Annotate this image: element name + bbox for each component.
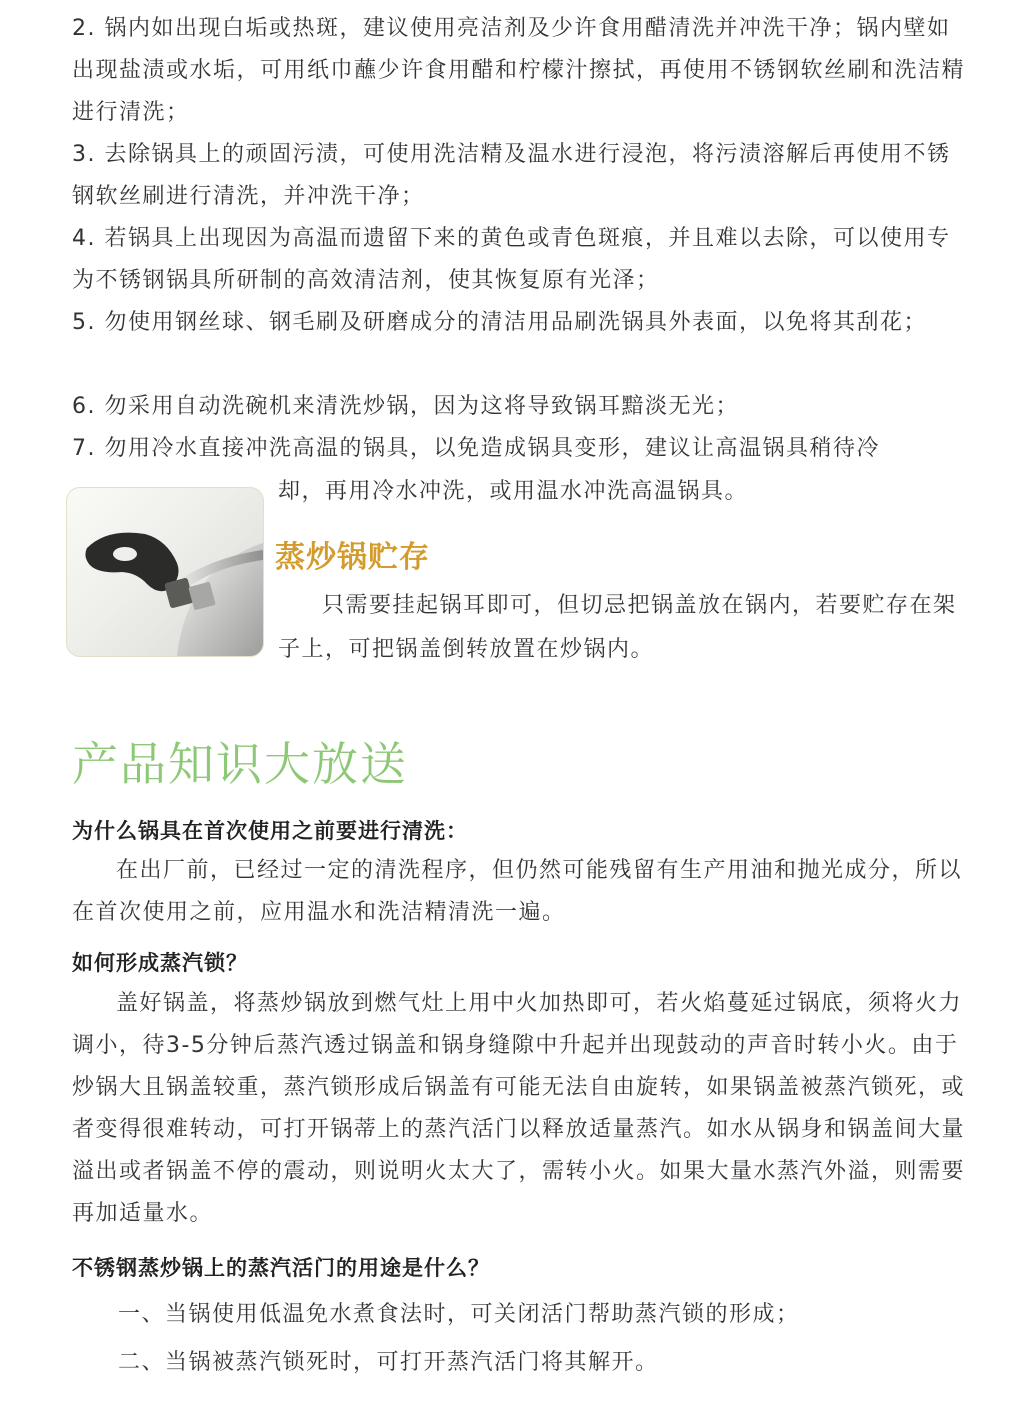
faq-question-steam-lock: 如何形成蒸汽锁？ [72, 951, 248, 975]
faq-answer-first-use: 在出厂前，已经过一定的清洗程序，但仍然可能残留有生产用油和抛光成分，所以在首次使用之前，应用温水和洗洁精清洗一遍。 [72, 858, 963, 925]
faq-question-steam-valve: 不锈钢蒸炒锅上的蒸汽活门的用途是什么？ [72, 1256, 490, 1280]
care-tip-7: 7. 勿用冷水直接冲洗高温的锅具，以免造成锅具变形，建议让高温锅具稍待冷 [72, 436, 880, 461]
section-title: 产品知识大放送 [72, 737, 408, 791]
care-tip-4: 4. 若锅具上出现因为高温而遗留下来的黄色或青色斑痕，并且难以去除，可以使用专为不锈钢锅具所研制的高效清洁剂，使其恢复原有光泽； [72, 226, 951, 293]
faq-valve-item-2: 二、当锅被蒸汽锁死时，可打开蒸汽活门将其解开。 [118, 1350, 659, 1375]
care-tip-2: 2. 锅内如出现白垢或热斑，建议使用亮洁剂及少许食用醋清洗并冲洗干净；锅内壁如出现盐渍或水垢，可用纸巾蘸少许食用醋和柠檬汁擦拭，再使用不锈钢软丝刷和洗洁精进行清洗； [72, 16, 966, 125]
care-tip-3: 3. 去除锅具上的顽固污渍，可使用洗洁精及温水进行浸泡，将污渍溶解后再使用不锈钢软丝刷进行清洗，并冲洗干净； [72, 142, 951, 209]
care-tip-7-continued: 却，再用冷水冲洗，或用温水冲洗高温锅具。 [278, 479, 749, 504]
care-tip-6: 6. 勿采用自动洗碗机来清洗炒锅，因为这将导致锅耳黯淡无光； [72, 394, 739, 419]
storage-heading: 蒸炒锅贮存 [275, 540, 430, 575]
care-tip-5: 5. 勿使用钢丝球、钢毛刷及研磨成分的清洁用品刷洗锅具外表面，以免将其刮花； [72, 310, 927, 335]
faq-valve-item-1: 一、当锅使用低温免水煮食法时，可关闭活门帮助蒸汽锁的形成； [118, 1302, 800, 1327]
pot-handle-illustration [67, 488, 263, 656]
pot-handle-photo [66, 487, 264, 657]
faq-answer-steam-lock: 盖好锅盖，将蒸炒锅放到燃气灶上用中火加热即可，若火焰蔓延过锅底，须将火力调小，待3-5分钟后蒸汽透过锅盖和锅身缝隙中升起并出现鼓动的声音时转小火。由于炒锅大且锅盖较重，蒸汽锁形成后锅盖有可能无法自由旋转，如果锅盖被蒸汽锁死，或者变得很难转动，可打开锅蒂上的蒸汽活门以释放适量蒸汽。如水从锅身和锅盖间大量溢出或者锅盖不停的震动，则说明火太大了，需转小火。如果大量水蒸汽外溢，则需要再加适量水。 [72, 991, 966, 1226]
faq-question-first-use: 为什么锅具在首次使用之前要进行清洗： [72, 819, 468, 843]
storage-text: 只需要挂起锅耳即可，但切忌把锅盖放在锅内，若要贮存在架子上，可把锅盖倒转放置在炒锅内。 [278, 593, 957, 662]
